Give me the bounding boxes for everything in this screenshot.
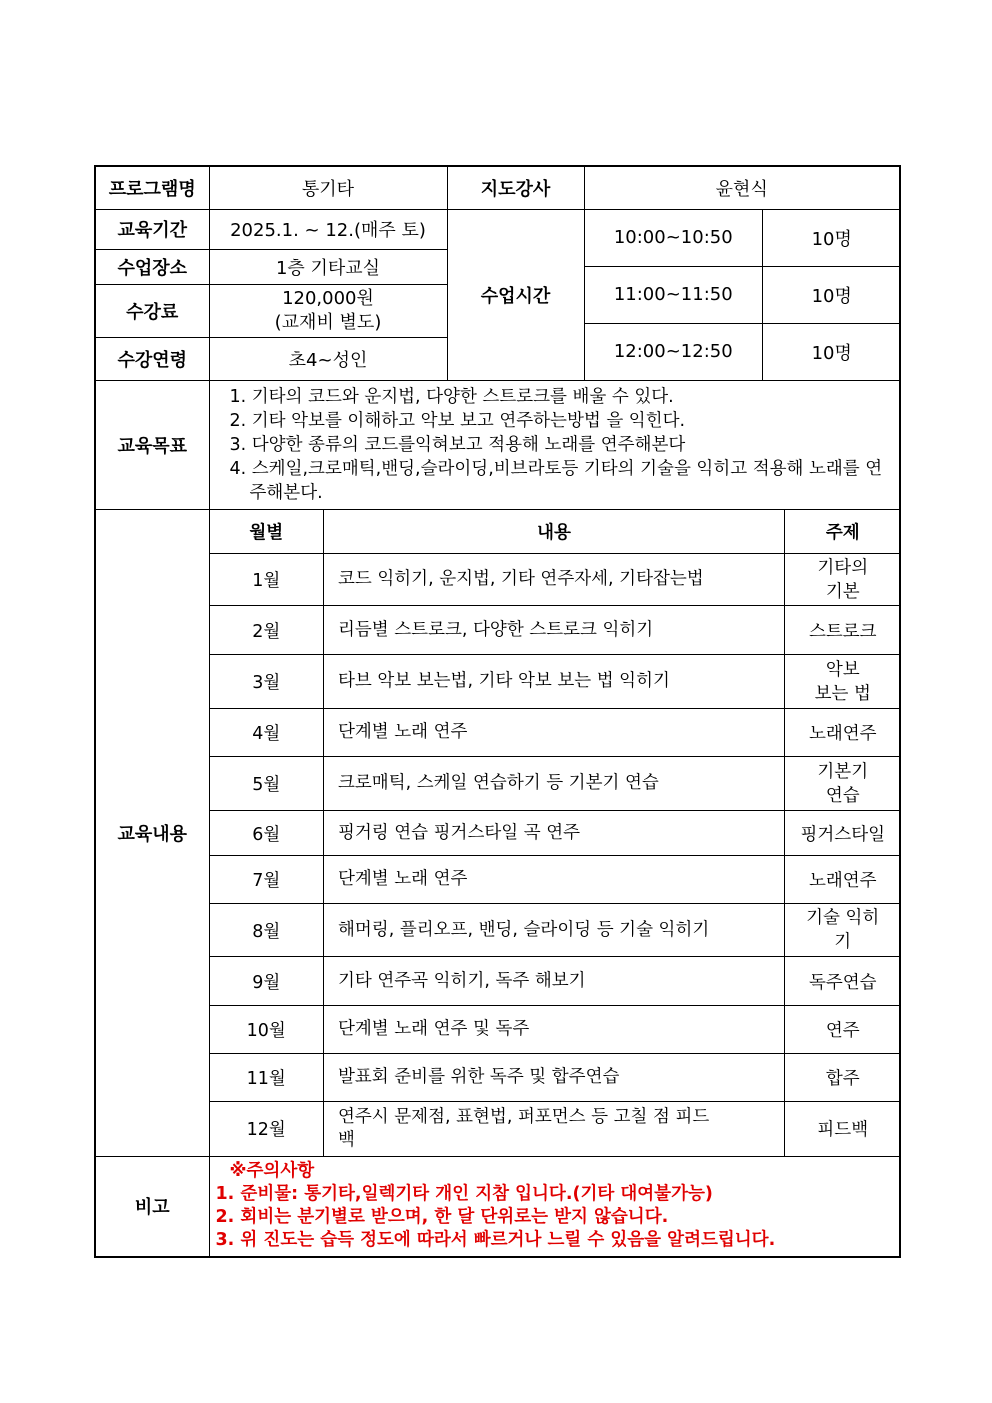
fee-amount: 120,000원 — [282, 288, 374, 310]
topic-cell: 핑거스타일 — [785, 811, 901, 856]
remark-item: 1. 준비물: 통기타,일렉기타 개인 지참 입니다.(기타 대여불가능) — [215, 1183, 713, 1204]
remark-item: 2. 회비는 분기별로 받으며, 한 달 단위로는 받지 않습니다. — [215, 1206, 669, 1227]
schedule-time: 10:00~10:50 — [585, 210, 763, 267]
month-cell: 1월 — [210, 554, 324, 606]
month-cell: 6월 — [210, 811, 324, 856]
content-cell: 발표회 준비를 위한 독주 및 합주연습 — [324, 1054, 785, 1102]
content-cell: 기타 연주곡 익히기, 독주 해보기 — [324, 957, 785, 1006]
topic-cell: 피드백 — [785, 1102, 901, 1156]
content-cell: 코드 익히기, 운지법, 기타 연주자세, 기타잡는법 — [324, 554, 785, 606]
month-header: 월별 — [210, 510, 324, 554]
program-name-value: 통기타 — [209, 166, 447, 209]
curriculum-cell — [209, 509, 900, 1156]
age-value: 초4~성인 — [209, 337, 447, 380]
topic-cell: 기술 익히 기 — [785, 904, 901, 957]
content-cell: 연주시 문제점, 표현법, 퍼포먼스 등 고칠 점 피드백 — [324, 1102, 785, 1156]
month-cell: 3월 — [210, 655, 324, 709]
goal-item: 2. 기타 악보를 이해하고 악보 보고 연주하는방법 을 익힌다. — [229, 410, 686, 431]
topic-cell: 악보 보는 법 — [785, 655, 901, 709]
month-cell: 11월 — [210, 1054, 324, 1102]
age-label: 수강연령 — [95, 337, 209, 380]
period-value: 2025.1. ~ 12.(매주 토) — [209, 209, 447, 249]
topic-cell: 노래연주 — [785, 709, 901, 757]
schedule-capacity: 10명 — [763, 266, 901, 323]
content-cell: 크로매틱, 스케일 연습하기 등 기본기 연습 — [324, 757, 785, 811]
period-label: 교육기간 — [95, 209, 209, 249]
goal-item: 3. 다양한 종류의 코드를익혀보고 적용해 노래를 연주해본다 — [229, 434, 686, 455]
topic-cell: 스트로크 — [785, 606, 901, 655]
topic-cell: 연주 — [785, 1006, 901, 1054]
fee-label: 수강료 — [95, 285, 209, 338]
schedule-time: 11:00~11:50 — [585, 266, 763, 323]
goals-list — [209, 380, 900, 509]
content-header: 내용 — [324, 510, 785, 554]
month-cell: 12월 — [210, 1102, 324, 1156]
class-time-label: 수업시간 — [447, 209, 584, 380]
program-table — [94, 165, 901, 1258]
instructor-label: 지도강사 — [447, 166, 584, 209]
topic-cell: 독주연습 — [785, 957, 901, 1006]
content-cell: 단계별 노래 연주 및 독주 — [324, 1006, 785, 1054]
content-cell: 단계별 노래 연주 — [324, 856, 785, 904]
content-cell: 단계별 노래 연주 — [324, 709, 785, 757]
topic-header: 주제 — [785, 510, 901, 554]
instructor-value: 윤현식 — [584, 166, 900, 209]
content-label: 교육내용 — [95, 509, 209, 1156]
month-cell: 2월 — [210, 606, 324, 655]
fee-value — [209, 285, 447, 338]
schedule-capacity: 10명 — [763, 210, 901, 267]
topic-cell: 기타의 기본 — [785, 554, 901, 606]
topic-cell: 기본기 연습 — [785, 757, 901, 811]
remarks-notes — [209, 1156, 900, 1257]
topic-cell: 합주 — [785, 1054, 901, 1102]
schedule-time: 12:00~12:50 — [585, 323, 763, 380]
program-name-label: 프로그램명 — [95, 166, 209, 209]
content-cell: 해머링, 플리오프, 밴딩, 슬라이딩 등 기술 익히기 — [324, 904, 785, 957]
location-value: 1층 기타교실 — [209, 249, 447, 284]
goal-item: 4. 스케일,크로매틱,밴딩,슬라이딩,비브라토등 기타의 기술을 익히고 적용해 노래를 연주해본다. — [229, 458, 883, 503]
goals-label: 교육목표 — [95, 380, 209, 509]
fee-note: (교재비 별도) — [274, 312, 382, 334]
month-cell: 9월 — [210, 957, 324, 1006]
content-cell: 타브 악보 보는법, 기타 악보 보는 법 익히기 — [324, 655, 785, 709]
remarks-label: 비고 — [95, 1156, 209, 1257]
schedule-table — [585, 210, 901, 380]
month-cell: 4월 — [210, 709, 324, 757]
month-cell: 7월 — [210, 856, 324, 904]
content-cell: 핑거링 연습 핑거스타일 곡 연주 — [324, 811, 785, 856]
schedule-capacity: 10명 — [763, 323, 901, 380]
month-cell: 5월 — [210, 757, 324, 811]
curriculum-table — [210, 510, 901, 1156]
month-cell: 10월 — [210, 1006, 324, 1054]
location-label: 수업장소 — [95, 249, 209, 284]
topic-cell: 노래연주 — [785, 856, 901, 904]
remarks-title: ※주의사항 — [229, 1160, 315, 1181]
goal-item: 1. 기타의 코드와 운지법, 다양한 스트로크를 배울 수 있다. — [229, 386, 674, 407]
month-cell: 8월 — [210, 904, 324, 957]
content-cell: 리듬별 스트로크, 다양한 스트로크 익히기 — [324, 606, 785, 655]
remark-item: 3. 위 진도는 습득 정도에 따라서 빠르거나 느릴 수 있음을 알려드립니다. — [215, 1229, 776, 1250]
schedule-cell — [584, 209, 900, 380]
